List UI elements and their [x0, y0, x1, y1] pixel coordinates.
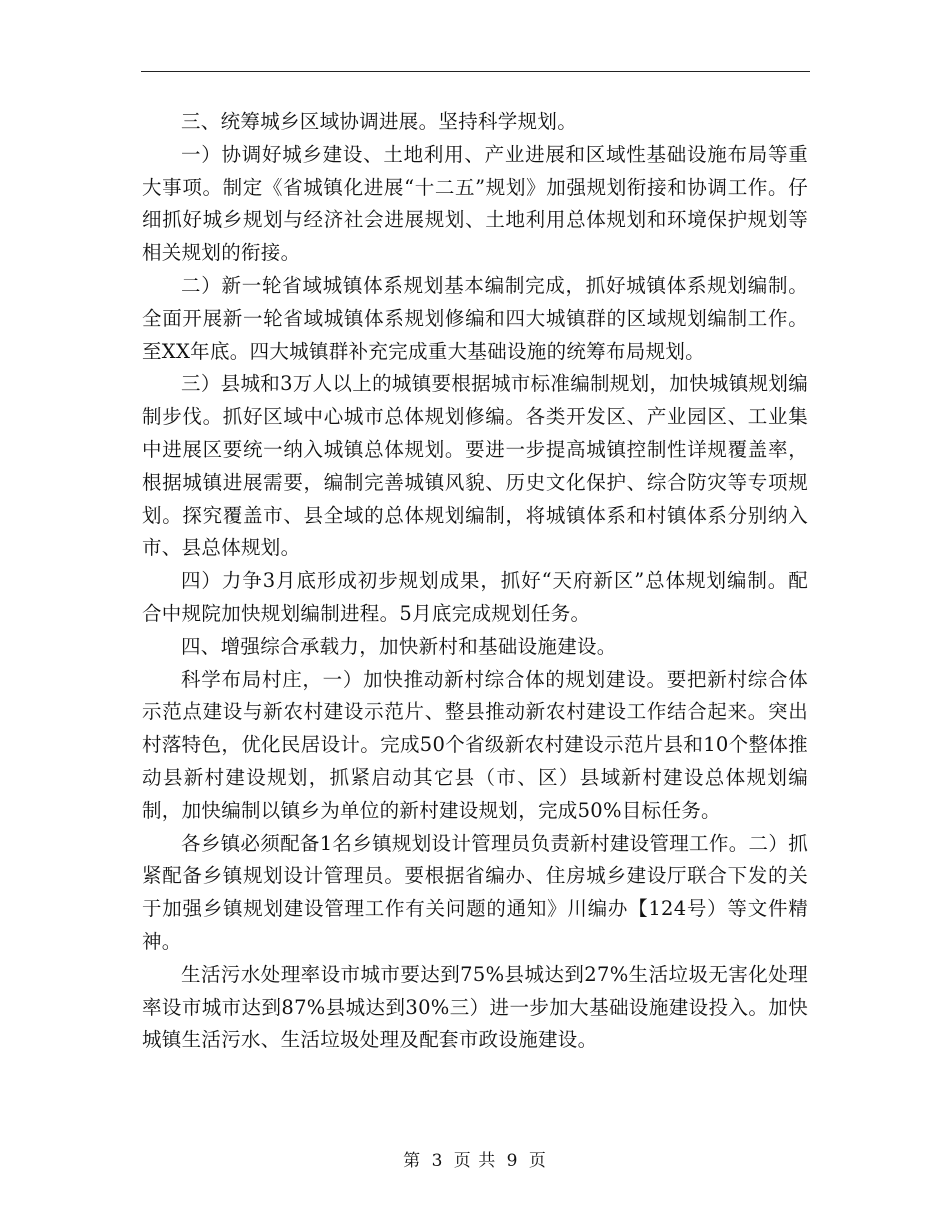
footer-suffix: 页: [528, 1151, 547, 1171]
footer-page-number: 3: [431, 1151, 444, 1171]
paragraph-5: 四）力争3月底形成初步规划成果，抓好“天府新区”总体规划编制。配合中规院加快规划编制进程。5月底完成规划任务。: [142, 569, 808, 625]
paragraph-8: 各乡镇必须配备1名乡镇规划设计管理员负责新村建设管理工作。二）抓紧配备乡镇规划设计管理员。要根据省编办、住房城乡建设厅联合下发的关于加强乡镇规划建设管理工作有关问题的通知》川编办【124号）等文件精神。: [142, 831, 808, 953]
paragraph-7: 科学布局村庄，一）加快推动新村综合体的规划建设。要把新村综合体示范点建设与新农村建设示范片、整县推动新农村建设工作结合起来。突出村落特色，优化民居设计。完成50个省级新农村建设示范片县和10个整体推动县新村建设规划，抓紧启动其它县（市、区）县域新村建设总体规划编制，加快编制以镇乡为单位的新村建设规划，完成50%目标任务。: [142, 667, 808, 822]
paragraph-4: 三）县城和3万人以上的城镇要根据城市标准编制规划，加快城镇规划编制步伐。抓好区域中心城市总体规划修编。各类开发区、产业园区、工业集中进展区要统一纳入城镇总体规划。要进一步提高城镇控制性详规覆盖率，根据城镇进展需要，编制完善城镇风貌、历史文化保护、综合防灾等专项规划。探究覆盖市、县全域的总体规划编制，将城镇体系和村镇体系分别纳入市、县总体规划。: [142, 372, 808, 560]
paragraph-3: 二）新一轮省域城镇体系规划基本编制完成，抓好城镇体系规划编制。全面开展新一轮省域城镇体系规划修编和四大城镇群的区域规划编制工作。至XX年底。四大城镇群补充完成重大基础设施的统筹布局规划。: [142, 273, 808, 363]
footer-prefix: 第: [403, 1151, 422, 1171]
paragraph-9: 生活污水处理率设市城市要达到75%县城达到27%生活垃圾无害化处理率设市城市达到87%县城达到30%三）进一步加大基础设施建设投入。加快城镇生活污水、生活垃圾处理及配套市政设施建设。: [142, 962, 808, 1052]
paragraph-1: 三、统筹城乡区域协调进展。坚持科学规划。: [181, 110, 578, 133]
page-footer: [0, 1149, 950, 1173]
paragraph-6: 四、增强综合承载力，加快新村和基础设施建设。: [181, 634, 617, 658]
header-rule: [141, 71, 810, 72]
footer-total-pages: 9: [506, 1151, 519, 1171]
footer-middle: 页 共: [453, 1151, 497, 1171]
paragraph-2: 一）协调好城乡建设、土地利用、产业进展和区域性基础设施布局等重大事项。制定《省城镇化进展“十二五”规划》加强规划衔接和协调工作。仔细抓好城乡规划与经济社会进展规划、土地利用总体规划和环境保护规划等相关规划的衔接。: [142, 142, 808, 265]
document-body: [142, 106, 808, 1057]
